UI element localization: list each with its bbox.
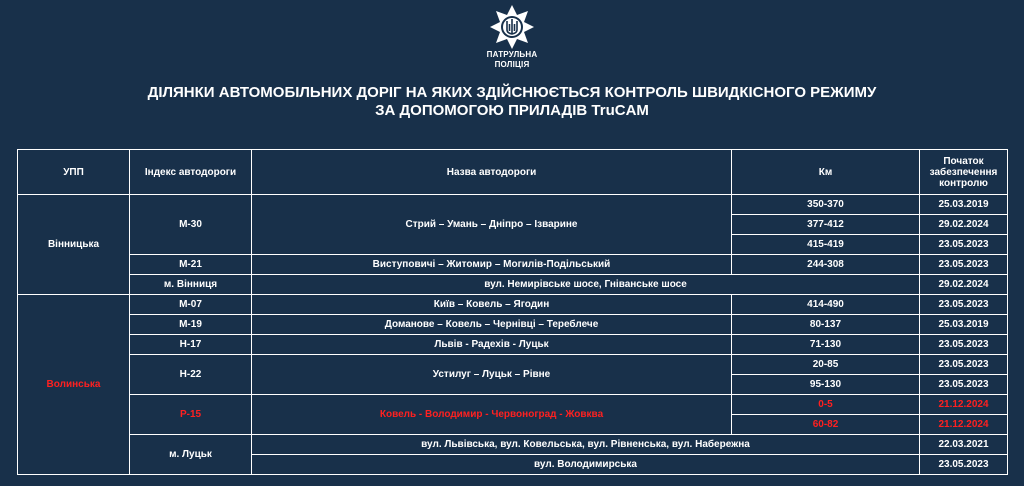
road-index: М-21: [130, 255, 252, 275]
road-name: Доманове – Ковель – Чернівці – Тереблече: [252, 315, 732, 335]
road-km: 377-412: [732, 215, 920, 235]
table-row: [18, 195, 1008, 215]
table-row: [18, 335, 1008, 355]
road-date: 23.05.2023: [920, 355, 1008, 375]
road-index: Р-15: [130, 395, 252, 435]
table-row: [18, 315, 1008, 335]
road-date: 23.05.2023: [920, 455, 1008, 475]
road-name: Устилуг – Луцьк – Рівне: [252, 355, 732, 395]
road-name: Стрий – Умань – Дніпро – Ізварине: [252, 195, 732, 255]
table-row: [18, 395, 1008, 415]
road-index: М-07: [130, 295, 252, 315]
road-index: м. Луцьк: [130, 435, 252, 475]
road-date: 23.05.2023: [920, 255, 1008, 275]
table-row: [18, 295, 1008, 315]
upp-volyn: Волинська: [18, 295, 130, 475]
road-name: Львів - Радехів - Луцьк: [252, 335, 732, 355]
road-date: 21.12.2024: [920, 415, 1008, 435]
logo-line-1: ПАТРУЛЬНА: [486, 50, 538, 59]
road-index: Н-22: [130, 355, 252, 395]
roads-table: [17, 149, 1008, 475]
road-name: Київ – Ковель – Ягодин: [252, 295, 732, 315]
road-date: 23.05.2023: [920, 335, 1008, 355]
road-date: 23.05.2023: [920, 375, 1008, 395]
road-index: Н-17: [130, 335, 252, 355]
road-date: 25.03.2019: [920, 195, 1008, 215]
road-km: 0-5: [732, 395, 920, 415]
road-km: 60-82: [732, 415, 920, 435]
header-upp: УПП: [18, 150, 130, 195]
road-km: 20-85: [732, 355, 920, 375]
road-name: вул. Володимирська: [252, 455, 920, 475]
title-line-1: ДІЛЯНКИ АВТОМОБІЛЬНИХ ДОРІГ НА ЯКИХ ЗДІЙСНЮЄТЬСЯ КОНТРОЛЬ ШВИДКІСНОГО РЕЖИМУ: [147, 84, 877, 101]
table-row: [18, 435, 1008, 455]
road-name: вул. Львівська, вул. Ковельська, вул. Рівненська, вул. Набережна: [252, 435, 920, 455]
road-name: Ковель - Володимир - Червоноград - Жовква: [252, 395, 732, 435]
road-km: 71-130: [732, 335, 920, 355]
road-date: 29.02.2024: [920, 215, 1008, 235]
police-star-trident-icon: [489, 4, 535, 50]
road-km: 415-419: [732, 235, 920, 255]
road-index: м. Вінниця: [130, 275, 252, 295]
header-start: Початок забезпечення контролю: [920, 150, 1008, 195]
road-name: вул. Немирівське шосе, Гніванське шосе: [252, 275, 920, 295]
page-title: [0, 84, 1024, 120]
upp-vinnytsia: Вінницька: [18, 195, 130, 295]
road-km: 414-490: [732, 295, 920, 315]
road-date: 21.12.2024: [920, 395, 1008, 415]
road-km: 95-130: [732, 375, 920, 395]
road-km: 80-137: [732, 315, 920, 335]
header-index: Індекс автодороги: [130, 150, 252, 195]
header-name: Назва автодороги: [252, 150, 732, 195]
table-row: [18, 255, 1008, 275]
header-km: Км: [732, 150, 920, 195]
table-row: [18, 355, 1008, 375]
road-date: 23.05.2023: [920, 295, 1008, 315]
road-date: 29.02.2024: [920, 275, 1008, 295]
road-index: М-30: [130, 195, 252, 255]
road-name: Виступовичі – Житомир – Могилів-Подільський: [252, 255, 732, 275]
road-index: М-19: [130, 315, 252, 335]
table-row: [18, 275, 1008, 295]
table-header-row: [18, 150, 1008, 195]
road-date: 23.05.2023: [920, 235, 1008, 255]
road-date: 25.03.2019: [920, 315, 1008, 335]
title-line-2: ЗА ДОПОМОГОЮ ПРИЛАДІВ TruCAM: [375, 102, 649, 119]
road-km: 350-370: [732, 195, 920, 215]
patrol-police-logo: [462, 4, 562, 82]
road-date: 22.03.2021: [920, 435, 1008, 455]
logo-line-2: ПОЛІЦІЯ: [494, 60, 530, 69]
road-km: 244-308: [732, 255, 920, 275]
